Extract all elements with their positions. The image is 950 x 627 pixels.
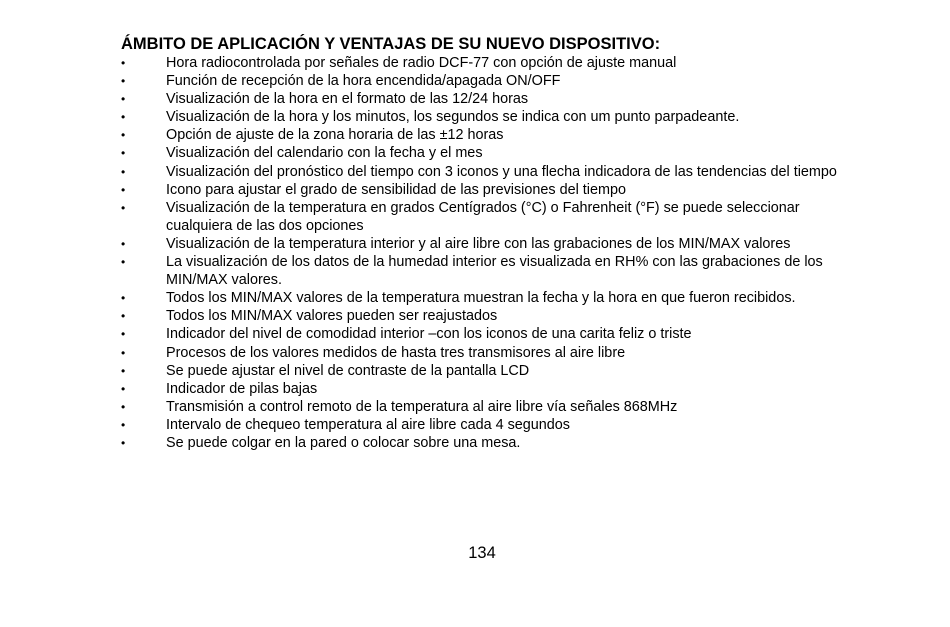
list-item-text: Transmisión a control remoto de la temperatura al aire libre vía señales 868MHz [166,398,678,415]
list-item [121,181,841,199]
bullet-icon: • [121,327,126,342]
list-item-text: Visualización de la temperatura interior y al aire libre con las grabaciones de los MIN/MAX valores [166,235,791,252]
list-item-text: Opción de ajuste de la zona horaria de las ±12 horas [166,127,504,144]
bullet-icon: • [121,381,126,396]
list-item [121,307,841,325]
bullet-icon: • [121,236,126,251]
list-item-text: La visualización de los datos de la humedad interior es visualizada en RH% con las grabaciones de los MIN/MAX valores. [166,254,823,289]
list-item [121,54,841,72]
list-item-text: Indicador del nivel de comodidad interior –con los iconos de una carita feliz o triste [166,326,692,343]
bullet-icon: • [121,363,126,378]
list-item [121,380,841,398]
bullet-icon: • [121,345,126,360]
bullet-icon: • [121,74,126,89]
list-item [121,289,841,307]
bullet-icon: • [121,435,126,450]
bullet-icon: • [121,56,126,70]
list-item-text: Visualización del calendario con la fecha y el mes [166,145,483,162]
bullet-icon: • [121,309,126,324]
list-item-text: Procesos de los valores medidos de hasta tres transmisores al aire libre [166,344,626,361]
list-item-text: Visualización de la hora en el formato de las 12/24 horas [166,91,529,108]
list-item-text: Indicador de pilas bajas [166,380,318,397]
list-item [121,235,841,253]
list-item-text: Todos los MIN/MAX valores de la temperatura muestran la fecha y la hora en que fueron recibidos. [166,290,796,307]
bullet-icon: • [121,291,126,306]
list-item [121,72,841,90]
section-heading: ÁMBITO DE APLICACIÓN Y VENTAJAS DE SU NUEVO DISPOSITIVO: [121,35,661,53]
list-item [121,344,841,362]
list-item [121,434,841,452]
bullet-icon: • [121,200,126,215]
bullet-icon: • [121,110,126,125]
list-item [121,416,841,434]
list-item-text: Se puede colgar en la pared o colocar sobre una mesa. [166,434,521,451]
list-item-text: Visualización de la temperatura en grados Centígrados (°C) o Fahrenheit (°F) se puede seleccionar cualquiera de las dos opciones [166,199,800,234]
bullet-icon: • [121,128,126,143]
bullet-icon: • [121,417,126,432]
bullet-icon: • [121,92,126,107]
list-item-text: Hora radiocontrolada por señales de radio DCF-77 con opción de ajuste manual [166,55,677,71]
bullet-icon: • [121,164,126,179]
list-item-text: Visualización de la hora y los minutos, los segundos se indica con um punto parpadeante. [166,109,740,126]
list-item [121,325,841,343]
list-item [121,108,841,126]
bullet-icon: • [121,182,126,197]
bullet-icon: • [121,255,126,270]
list-item-text: Se puede ajustar el nivel de contraste de la pantalla LCD [166,362,530,379]
page-number: 134 [468,544,496,562]
list-item-text: Visualización del pronóstico del tiempo con 3 iconos y una flecha indicadora de las tendencias del tiempo [166,163,837,180]
feature-list [121,54,841,452]
list-item [121,163,841,181]
list-item [121,126,841,144]
list-item-text: Intervalo de chequeo temperatura al aire libre cada 4 segundos [166,416,570,433]
list-item-text: Todos los MIN/MAX valores pueden ser reajustados [166,308,498,325]
list-item [121,362,841,380]
list-item [121,90,841,108]
list-item-text: Icono para ajustar el grado de sensibilidad de las previsiones del tiempo [166,181,626,198]
list-item [121,144,841,162]
list-item [121,199,841,235]
list-item [121,398,841,416]
list-item-text: Función de recepción de la hora encendida/apagada ON/OFF [166,73,561,90]
bullet-icon: • [121,399,126,414]
list-item [121,253,841,289]
bullet-icon: • [121,146,126,161]
